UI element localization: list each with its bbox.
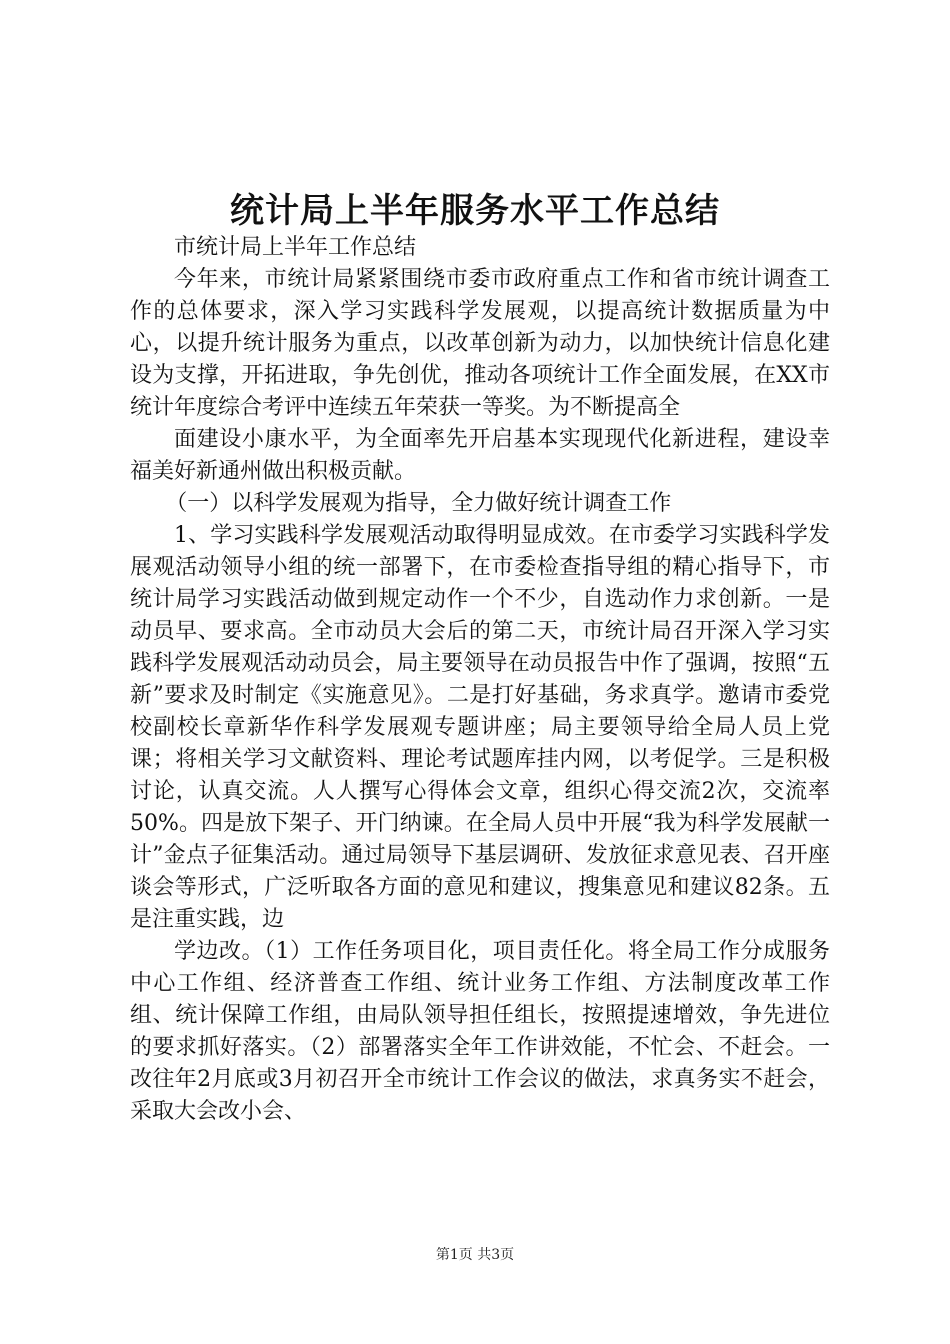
document-body <box>130 232 830 1128</box>
paragraph-subtitle: 市统计局上半年工作总结 <box>174 235 417 260</box>
paragraph-intro: 今年来，市统计局紧紧围绕市委市政府重点工作和省市统计调查工作的总体要求，深入学习实践科学发展观，以提高统计数据质量为中心，以提升统计服务为重点，以改革创新为动力，以加快统计信息化建设为支撑，开拓进取，争先创优，推动各项统计工作全面发展，在XX市统计年度综合考评中连续五年荣获一等奖。为不断提高全 <box>130 267 830 420</box>
page-footer: 第1页 共3页 <box>435 1247 515 1263</box>
paragraph-item-1: 1、学习实践科学发展观活动取得明显成效。在市委学习实践科学发展观活动领导小组的统一部署下，在市委检查指导组的精心指导下，市统计局学习实践活动做到规定动作一个不少，自选动作力求创新。一是动员早、要求高。全市动员大会后的第二天，市统计局召开深入学习实践科学发展观活动动员会，局主要领导在动员报告中作了强调，按照“五新”要求及时制定《实施意见》。二是打好基础，务求真学。邀请市委党校副校长章新华作科学发展观专题讲座；局主要领导给全局人员上党课；将相关学习文献资料、理论考试题库挂内网，以考促学。三是积极讨论，认真交流。人人撰写心得体会文章，组织心得交流2次，交流率50%。四是放下架子、开门纳谏。在全局人员中开展“我为科学发展献一计”金点子征集活动。通过局领导下基层调研、发放征求意见表、召开座谈会等形式，广泛听取各方面的意见和建议，搜集意见和建议82条。五是注重实践，边 <box>130 523 830 932</box>
paragraph-continued: 面建设小康水平，为全面率先开启基本实现现代化新进程，建设幸福美好新通州做出积极贡献。 <box>130 427 830 484</box>
paragraph-item-1-continued: 学边改。（1）工作任务项目化，项目责任化。将全局工作分成服务中心工作组、经济普查工作组、统计业务工作组、方法制度改革工作组、统计保障工作组，由局队领导担任组长，按照提速增效，争先进位的要求抓好落实。（2）部署落实全年工作讲效能，不忙会、不赶会。一改往年2月底或3月初召开全市统计工作会议的做法，求真务实不赶会，采取大会改小会、 <box>130 939 830 1124</box>
section-heading: （一）以科学发展观为指导，全力做好统计调查工作 <box>165 491 672 516</box>
document-title: 统计局上半年服务水平工作总结 <box>230 191 720 231</box>
